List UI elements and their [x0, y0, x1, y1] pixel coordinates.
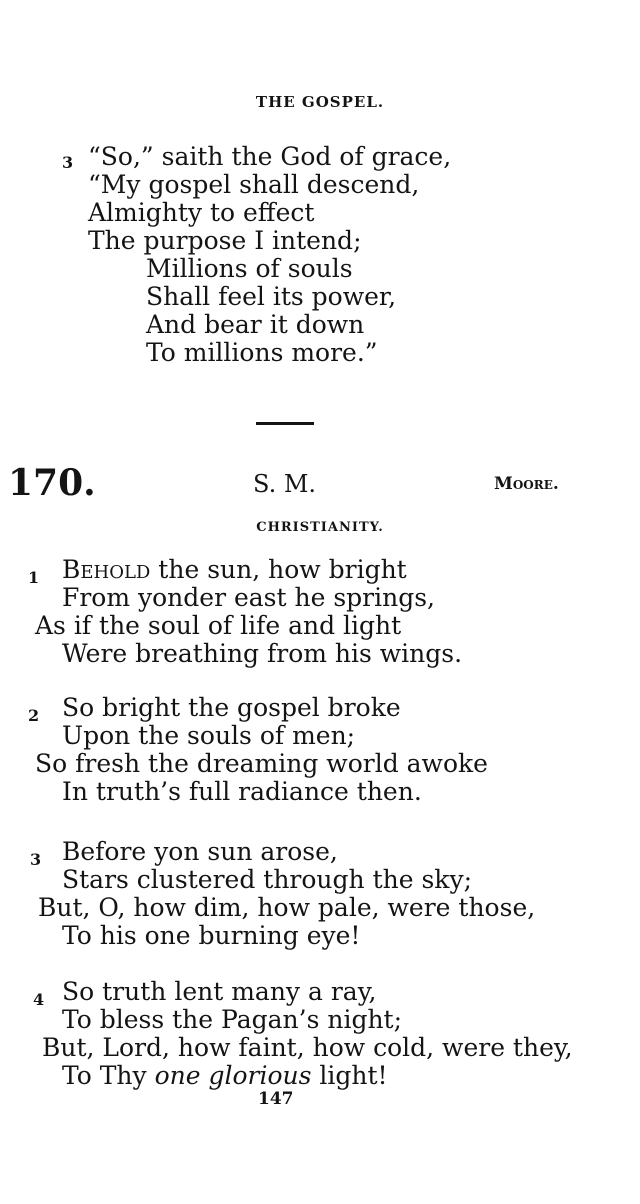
stanza-number: 3 — [62, 153, 74, 172]
verse-line: So fresh the dreaming world awoke — [35, 749, 488, 778]
hymn-meter: S. M. — [253, 470, 317, 498]
verse-line: In truth’s full radiance then. — [62, 777, 422, 806]
page-number: 147 — [258, 1089, 294, 1109]
verse-line: As if the soul of life and light — [35, 611, 402, 640]
verse-line: So truth lent many a ray, — [62, 977, 377, 1006]
verse-line: But, Lord, how faint, how cold, were they, — [42, 1033, 573, 1062]
verse-line: But, O, how dim, how pale, were those, — [38, 893, 536, 922]
verse-line: Stars clustered through the sky; — [62, 865, 472, 894]
drop-word: Behold — [62, 555, 151, 584]
hymn-number: 170. — [8, 462, 96, 504]
verse-line: Before yon sun arose, — [62, 837, 338, 866]
verse-line: So bright the gospel broke — [62, 693, 401, 722]
verse-line: Upon the souls of men; — [62, 721, 356, 750]
verse-line: To millions more.” — [146, 338, 378, 367]
stanza-number: 1 — [28, 568, 40, 587]
verse-line-start: To Thy — [62, 1061, 155, 1090]
verse-line-end: light! — [311, 1061, 388, 1090]
verse-line: Were breathing from his wings. — [62, 639, 463, 668]
verse-line: To his one burning eye! — [62, 921, 361, 950]
section-divider — [256, 422, 314, 425]
verse-line: “So,” saith the God of grace, — [88, 142, 452, 171]
stanza-number: 4 — [33, 990, 45, 1009]
hymn-subject: CHRISTIANITY. — [256, 520, 384, 535]
verse-line: The purpose I intend; — [88, 226, 362, 255]
verse-line: And bear it down — [146, 310, 365, 339]
running-title: THE GOSPEL. — [255, 93, 385, 111]
stanza-number: 3 — [30, 850, 42, 869]
verse-line: From yonder east he springs, — [62, 583, 435, 612]
verse-line: Millions of souls — [146, 254, 353, 283]
stanza-number: 2 — [28, 706, 40, 725]
verse-line-rest: the sun, how bright — [150, 555, 407, 584]
verse-line: “My gospel shall descend, — [88, 170, 420, 199]
verse-line — [62, 556, 407, 584]
verse-line: To bless the Pagan’s night; — [62, 1005, 403, 1034]
verse-line: Almighty to effect — [88, 198, 315, 227]
emphasis-text: one glorious — [154, 1061, 312, 1090]
hymn-composer: Moore. — [494, 474, 559, 494]
verse-line: Shall feel its power, — [146, 282, 397, 311]
verse-line — [62, 1062, 388, 1090]
